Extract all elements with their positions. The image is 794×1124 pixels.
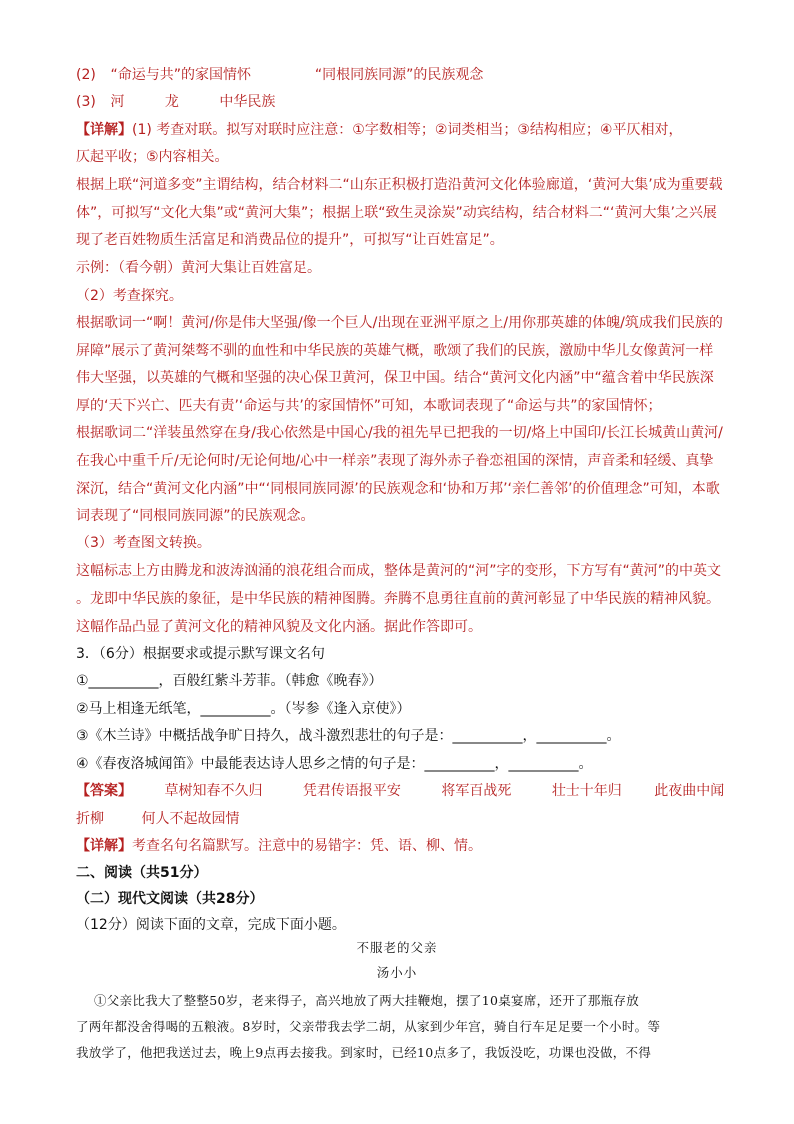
detail-text: (1) 考查对联。拟写对联时应注意：①字数相等；②词类相当；③结构相应；④平仄相对，	[132, 122, 683, 138]
section-instruction: （12分）阅读下面的文章，完成下面小题。	[76, 917, 346, 933]
answer-text: 河	[110, 94, 125, 110]
detail-line: 在我心中重千斤/无论何时/无论何地/心中一样亲”表现了海外赤子眷恋祖国的深情，声音柔和轻缓、真挚	[76, 453, 714, 469]
section-title: 二、阅读（共51分）	[76, 865, 208, 881]
detail-line: 深沉，结合“黄河文化内涵”中“‘同根同族同源’的民族观念和‘协和万邦’‘亲仁善邻’的价值理念”可知，本歌	[76, 481, 720, 497]
detail-line: 厚的‘天下兴亡、匹夫有责’‘命运与共’的家国情怀”可知，本歌词表现了“命运与共”的家国情怀；	[76, 398, 662, 414]
detail-line	[76, 117, 726, 143]
detail-line	[76, 833, 726, 859]
answer-line-3	[76, 89, 726, 115]
answer-item: 将军百战死	[441, 783, 512, 799]
answer-item: 草树知春不久归	[164, 783, 263, 799]
answer-tag: 【答案】	[76, 783, 132, 799]
answer-item: 此夜曲中闻	[654, 783, 725, 799]
detail-line: 伟大坚强，以英雄的气概和坚强的决心保卫黄河，保卫中国。结合“黄河文化内涵”中“蕴含着中华民族深	[76, 370, 714, 386]
answer-item: 凭君传语报平安	[302, 783, 401, 799]
answer-line	[76, 778, 726, 804]
answer-item: 壮士十年归	[551, 783, 622, 799]
answer-number: (3)	[76, 94, 96, 110]
question-item: ②马上相逢无纸笔，__________。（岑参《逢入京使》）	[76, 701, 411, 717]
answer-item: 何人不起故园情	[141, 811, 240, 827]
answer-line	[76, 806, 726, 832]
story-paragraph: 我放学了，他把我送过去，晚上9点再去接我。到家时，已经10点多了，我饭没吃，功课也没做，不得	[76, 1045, 652, 1060]
story-paragraph: ①父亲比我大了整整50岁，老来得子，高兴地放了两大挂鞭炮，摆了10桌宴席，还开了那瓶存放	[94, 993, 640, 1008]
detail-line: 体”，可拟写“文化大集”或“黄河大集”；根据上联“致生灵涂炭”动宾结构，结合材料二“‘黄河大集’之兴展	[76, 205, 717, 221]
story-author: 汤小小	[376, 965, 418, 980]
detail-line: 根据歌词二“洋装虽然穿在身/我心依然是中国心/我的祖先早已把我的一切/烙上中国印/长江长城黄山黄河/	[76, 425, 723, 441]
detail-heading: （2）考查探究。	[76, 288, 183, 304]
detail-line: 示例：（看今朝）黄河大集让百姓富足。	[76, 260, 321, 276]
answer-text: “同根同族同源”的民族观念	[314, 67, 484, 83]
detail-line: 现了老百姓物质生活富足和消费品位的提升”，可拟写“让百姓富足”。	[76, 232, 504, 248]
story-paragraph: 了两年都没舍得喝的五粮液。8岁时，父亲带我去学二胡，从家到少年宫，骑自行车足足要一个小时。等	[76, 1019, 661, 1034]
answer-text: “命运与共”的家国情怀	[110, 67, 251, 83]
answer-text: 中华民族	[219, 94, 276, 110]
detail-line: 屏障”展示了黄河桀骜不驯的血性和中华民族的英雄气概，歌颂了我们的民族，激励中华儿女像黄河一样	[76, 343, 714, 359]
section-subtitle: （二）现代文阅读（共28分）	[76, 891, 264, 907]
detail-heading: （3）考查图文转换。	[76, 535, 211, 551]
question-item: ④《春夜洛城闻笛》中最能表达诗人思乡之情的句子是：__________，__________。	[76, 756, 593, 772]
question-heading: 3．（6分）根据要求或提示默写课文名句	[76, 646, 325, 662]
detail-line: 仄起平收；⑤内容相关。	[76, 149, 229, 165]
answer-number: (2)	[76, 67, 96, 83]
question-item: ③《木兰诗》中概括战争旷日持久，战斗激烈悲壮的句子是：__________，__________。	[76, 728, 621, 744]
detail-tag: 【详解】	[76, 838, 132, 854]
detail-line: 根据上联“河道多变”主谓结构，结合材料二“山东正积极打造沿黄河文化体验廊道，‘黄河大集’成为重要载	[76, 177, 723, 193]
detail-line: 词表现了“同根同族同源”的民族观念。	[76, 508, 315, 524]
detail-line: 根据歌词一“啊！黄河/你是伟大坚强/像一个巨人/出现在亚洲平原之上/用你那英雄的体魄/筑成我们民族的	[76, 315, 723, 331]
detail-line: 这幅标志上方由腾龙和波涛汹涌的浪花组合而成，整体是黄河的“河”字的变形，下方写有“黄河”的中英文	[76, 563, 722, 579]
detail-line: 这幅作品凸显了黄河文化的精神风貌及文化内涵。据此作答即可。	[76, 619, 482, 635]
detail-tag: 【详解】	[76, 122, 132, 138]
detail-line: 。龙即中华民族的象征，是中华民族的精神图腾。奔腾不息勇往直前的黄河彰显了中华民族的精神风貌。	[76, 591, 720, 607]
story-title: 不服老的父亲	[356, 940, 438, 955]
answer-text: 龙	[164, 94, 179, 110]
detail-text: 考查名句名篇默写。注意中的易错字：凭、语、柳、情。	[132, 838, 482, 854]
answer-line-2	[76, 62, 726, 88]
answer-item: 折柳	[76, 811, 104, 827]
question-item: ①__________，百般红紫斗芳菲。（韩愈《晚春》）	[76, 673, 383, 689]
